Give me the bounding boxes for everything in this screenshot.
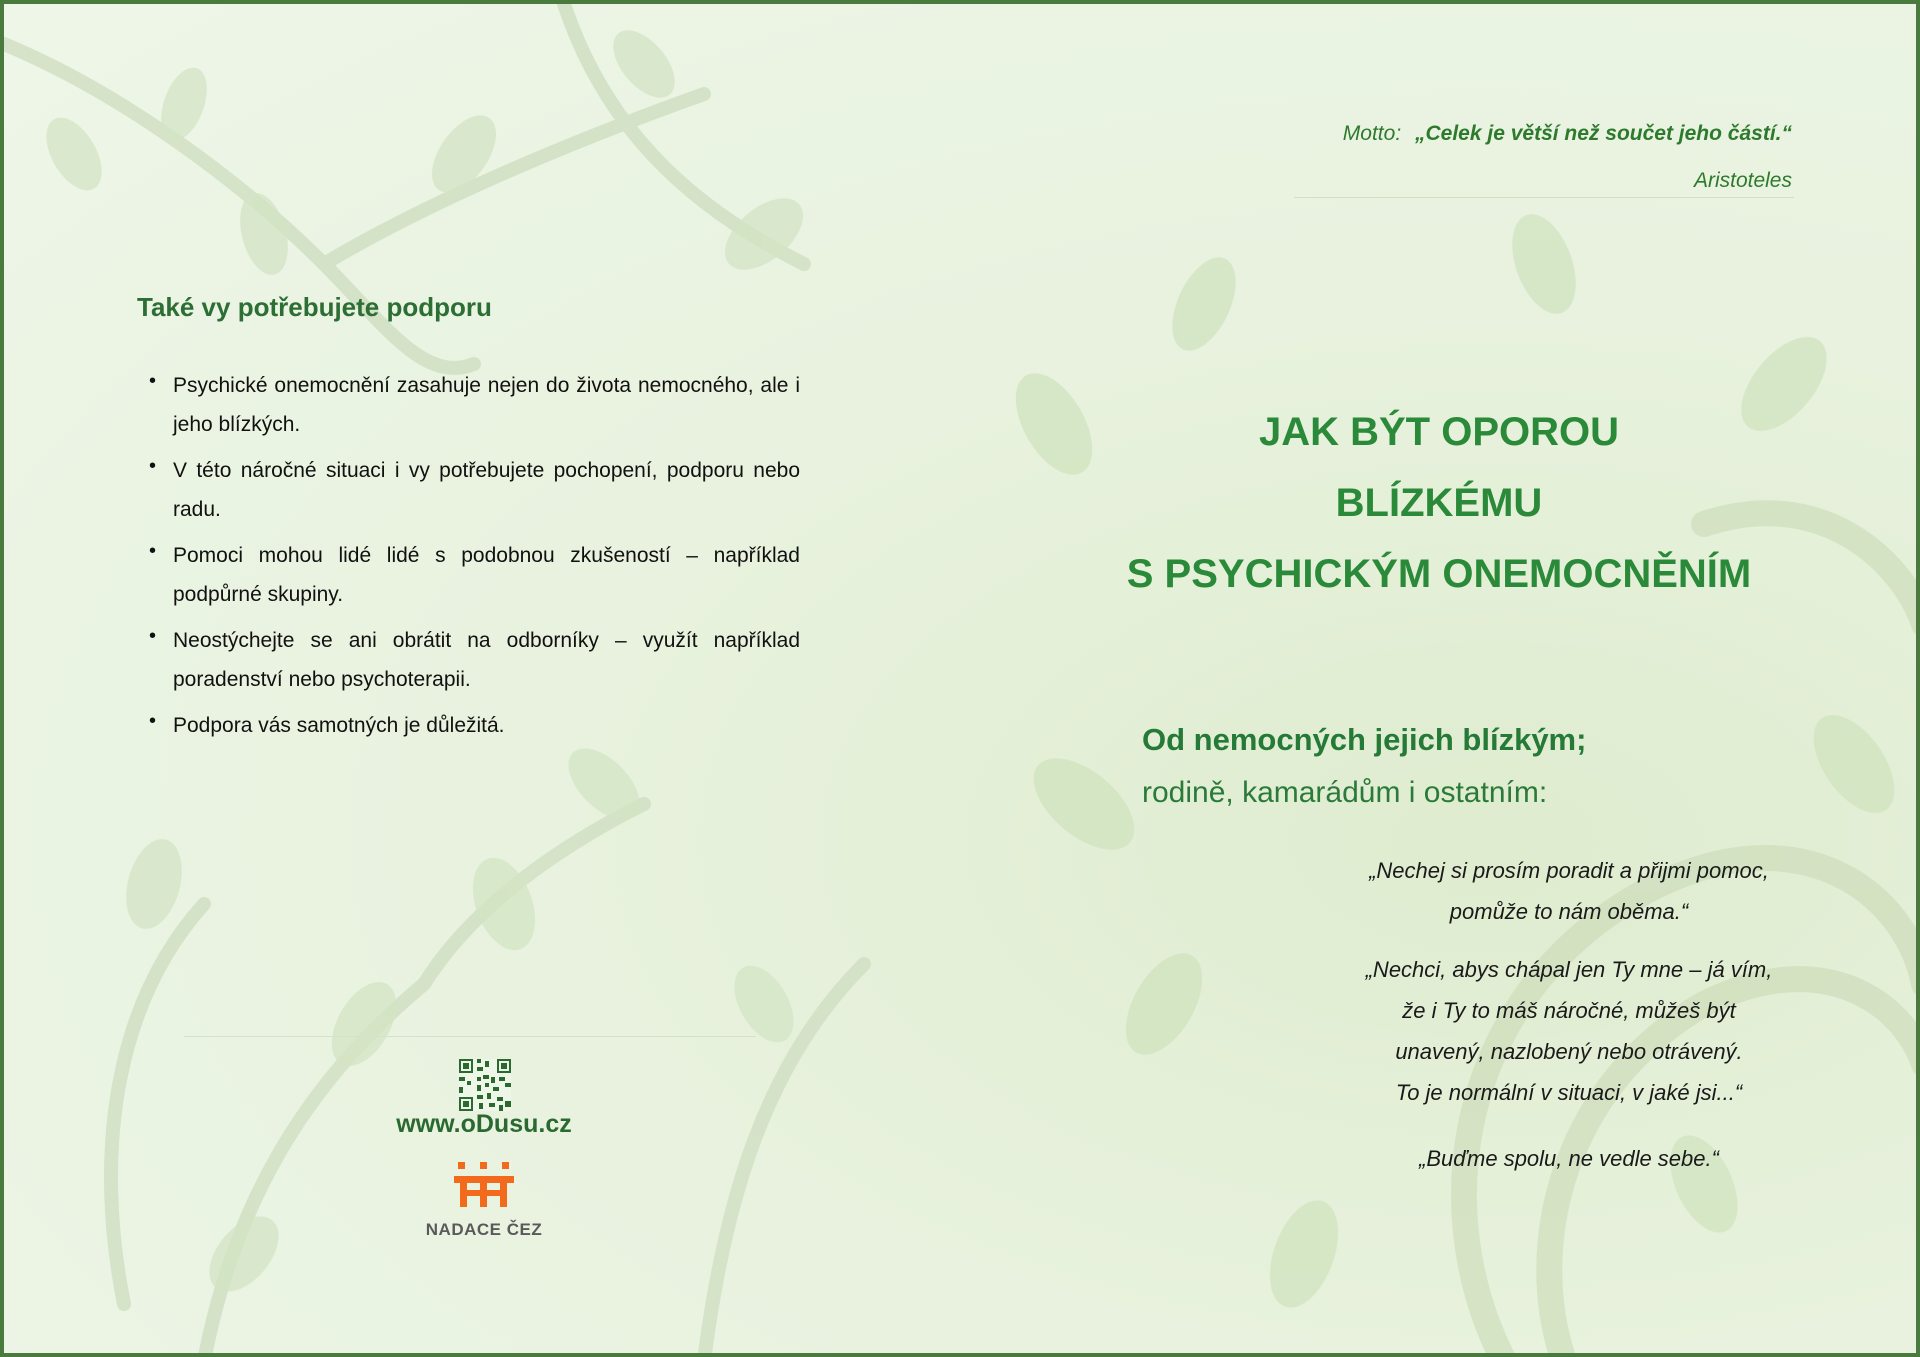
qr-code-icon[interactable] bbox=[459, 1059, 511, 1111]
support-heading: Také vy potřebujete podporu bbox=[137, 292, 492, 322]
support-bullet-list bbox=[149, 366, 800, 752]
quote-1 bbox=[1304, 850, 1834, 932]
title-line-3: S PSYCHICKÝM ONEMOCNĚNÍM bbox=[1126, 552, 1752, 596]
quote-line: pomůže to nám oběma.“ bbox=[1449, 899, 1689, 924]
bullet-item: • Psychické onemocnění zasahuje nejen do života nemocného, ale i jeho blízkých. bbox=[149, 366, 800, 444]
main-title bbox=[1034, 397, 1844, 610]
quote-line: To je normální v situaci, v jaké jsi...“ bbox=[1395, 1080, 1743, 1105]
subtitle-regular: rodině, kamarádům i ostatním: bbox=[1142, 776, 1548, 809]
nadace-cez-logo-icon bbox=[452, 1162, 516, 1212]
bullet-item: • Neostýchejte se ani obrátit na odborníky – využít například poradenství nebo psychoterapii. bbox=[149, 621, 800, 699]
motto-divider bbox=[1294, 197, 1794, 198]
bullet-item: • V této náročné situaci i vy potřebujete pochopení, podporu nebo radu. bbox=[149, 451, 800, 529]
quote-line: že i Ty to máš náročné, můžeš být bbox=[1402, 998, 1736, 1023]
sponsor-name: NADACE ČEZ bbox=[425, 1220, 543, 1239]
quote-3 bbox=[1304, 1138, 1834, 1179]
quote-2 bbox=[1304, 949, 1834, 1113]
website-link[interactable]: www.oDusu.cz bbox=[396, 1110, 572, 1138]
motto-label: Motto: bbox=[1342, 122, 1402, 145]
quote-line: unavený, nazlobený nebo otrávený. bbox=[1395, 1039, 1743, 1064]
quote-line: „Buďme spolu, ne vedle sebe.“ bbox=[1419, 1146, 1719, 1171]
bullet-item: • Pomoci mohou lidé lidé s podobnou zkušeností – například podpůrné skupiny. bbox=[149, 536, 800, 614]
motto-author: Aristoteles bbox=[1693, 169, 1792, 192]
quote-line: „Nechej si prosím poradit a přijmi pomoc, bbox=[1369, 858, 1769, 883]
title-line-1: JAK BÝT OPOROU bbox=[1258, 410, 1620, 454]
footer-divider bbox=[184, 1036, 756, 1037]
title-line-2: BLÍZKÉMU bbox=[1335, 481, 1543, 525]
motto bbox=[1254, 122, 1792, 146]
subtitle-bold: Od nemocných jejich blízkým; bbox=[1142, 722, 1587, 757]
bullet-item: • Podpora vás samotných je důležitá. bbox=[149, 706, 800, 745]
motto-quote: „Celek je větší než součet jeho částí.“ bbox=[1415, 122, 1792, 145]
quote-line: „Nechci, abys chápal jen Ty mne – já vím, bbox=[1365, 957, 1773, 982]
